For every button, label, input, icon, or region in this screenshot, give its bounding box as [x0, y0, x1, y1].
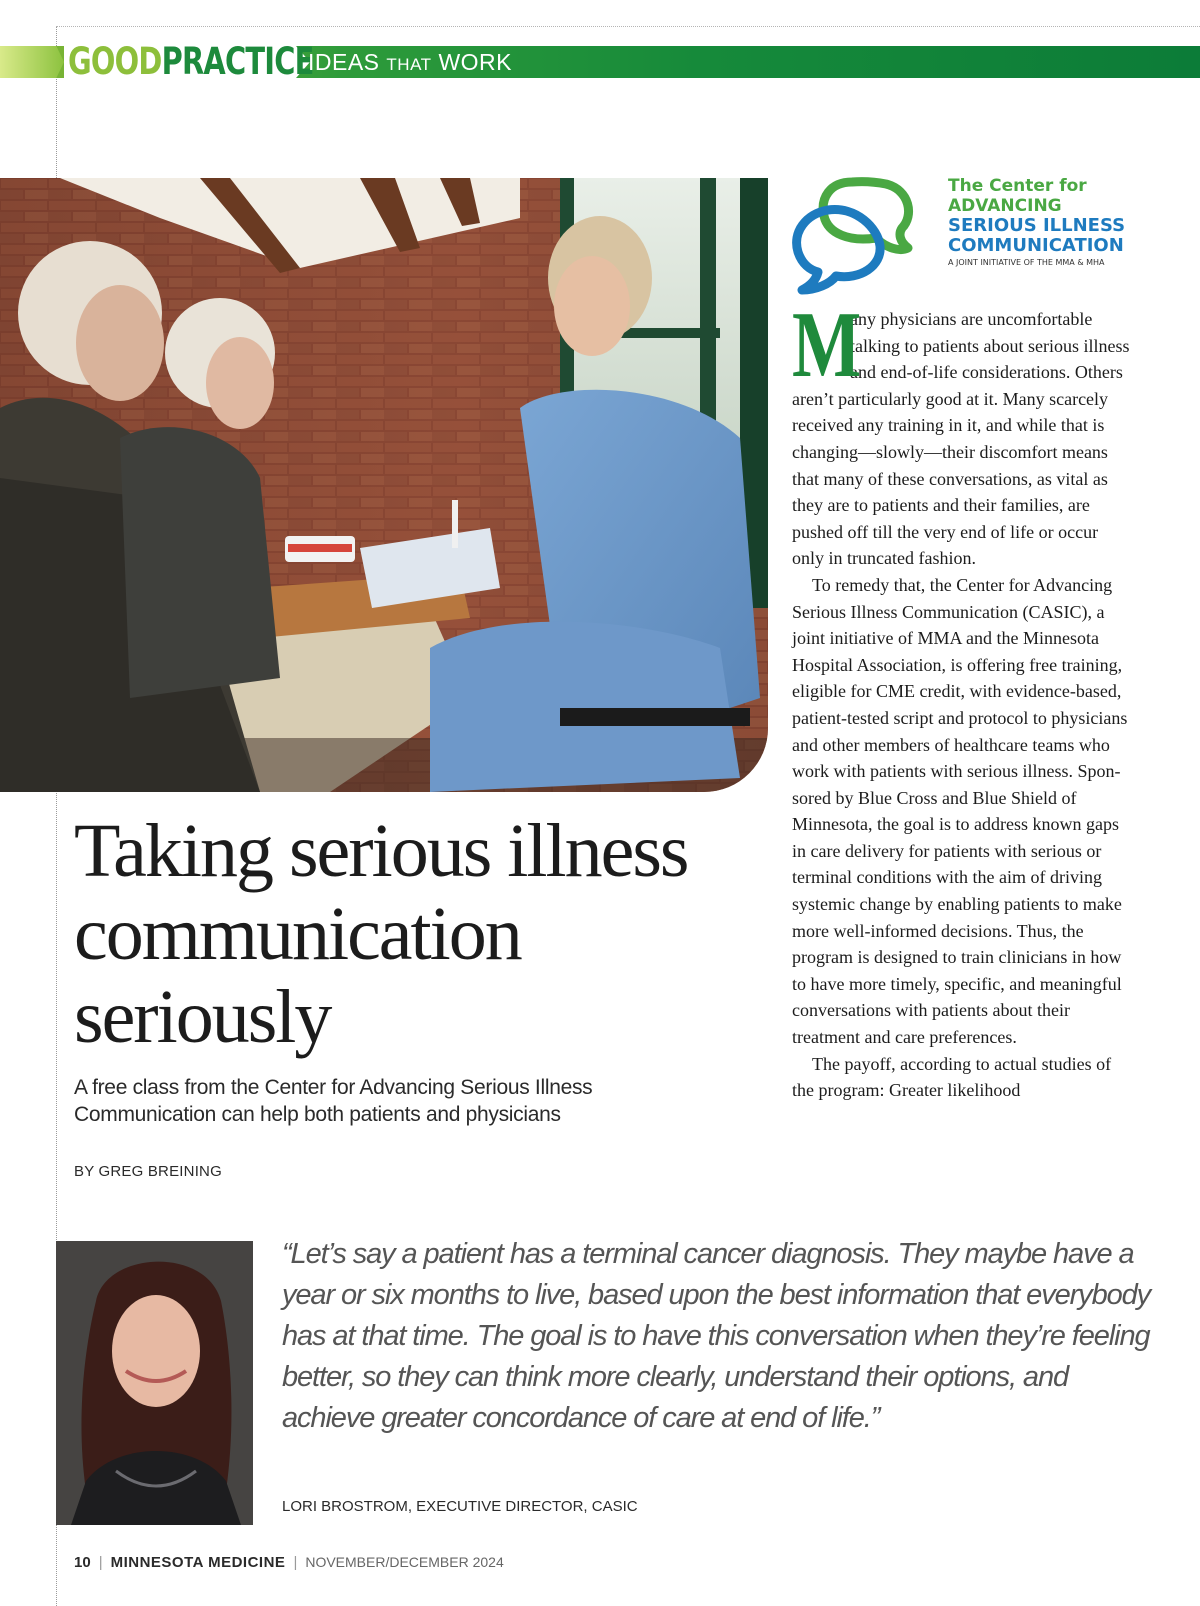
- drop-cap: M: [792, 293, 862, 397]
- feature-photo: [0, 178, 768, 792]
- casic-logo-text: [948, 176, 1125, 270]
- brand-part1: GOOD: [68, 40, 162, 83]
- logo-line5: A JOINT INITIATIVE OF THE MMA & MHA: [948, 258, 1105, 267]
- footer-separator: |: [98, 1554, 103, 1571]
- body-paragraph-3: The payoff, according to actual studies of the program: Greater likelihood: [792, 1053, 1112, 1101]
- top-rule: [56, 26, 1200, 27]
- page-footer: [74, 1552, 504, 1573]
- speech-bubbles-icon: [790, 176, 940, 296]
- body-paragraph-2: To remedy that, the Center for Advancing Serious Illness Communication (CASIC), a joint initiative of MMA and the Minnesota Hospital Association, is offering free training, eligible for CME credit, with evidence-based, patient-tested script and protocol to physicians and other members of healthcare teams who work with patients with serious illness. Sponsored by Blue Cross and Blue Shield of Minnesota, the goal is to address known gaps in care delivery for patients with serious or terminal conditions with the aim of driving systemic change by enabling patients to make more well-informed decisions. Thus, the program is designed to train clinicians in how to have more timely, specific, and meaningful conversations with patients about their treatment and care preferences.: [792, 574, 1128, 1048]
- article-deck: A free class from the Center for Advancing Serious Illness Communication can help both patients and physicians: [74, 1076, 593, 1126]
- footer-separator-2: |: [293, 1554, 298, 1571]
- logo-line4: COMMUNICATION: [948, 235, 1124, 256]
- paragraph-1-text: any physicians are uncomfortable talking to patients about serious illness and end-of-life considerations. Others aren’t particularly good at it. Many scarcely received any training in it, and while that is changing—slowly—their discomfort means that many of these conversations, as vital as they are to patients and their families, are pushed off till the very end of life or occur only in truncated fashion.: [792, 309, 1130, 569]
- brand-part2: PRACTICE: [161, 40, 314, 83]
- logo-line2: ADVANCING: [948, 196, 1062, 216]
- body-paragraph-1: [792, 293, 1132, 572]
- logo-line3: SERIOUS ILLNESS: [948, 215, 1126, 236]
- article-byline: BY GREG BREINING: [74, 1163, 222, 1180]
- subtitle-word1: IDEAS: [308, 49, 380, 75]
- logo-line1: The Center for: [948, 176, 1087, 196]
- section-subtitle: [308, 47, 512, 80]
- portrait-photo: [56, 1241, 253, 1525]
- issue-date: NOVEMBER/DECEMBER 2024: [305, 1554, 504, 1570]
- section-brand: [68, 40, 314, 84]
- header-arrow-decoration: [0, 46, 64, 78]
- subtitle-word3: WORK: [438, 49, 512, 75]
- magazine-name: MINNESOTA MEDICINE: [110, 1554, 286, 1571]
- quote-attribution: LORI BROSTROM, EXECUTIVE DIRECTOR, CASIC: [282, 1498, 638, 1515]
- pull-quote: “Let’s say a patient has a terminal cancer diagnosis. They maybe have a year or six months to live, based upon the best information that everybody has at that time. The goal is to have this conversation when they’re feeling better, so they can think more clearly, understand their options, and achieve greater concordance of care at end of life.”: [282, 1238, 1151, 1434]
- article-body: [792, 293, 1132, 1104]
- page-number: 10: [74, 1554, 91, 1571]
- article-headline: Taking serious illness communication seriously: [74, 809, 688, 1059]
- subtitle-word2: THAT: [386, 55, 432, 74]
